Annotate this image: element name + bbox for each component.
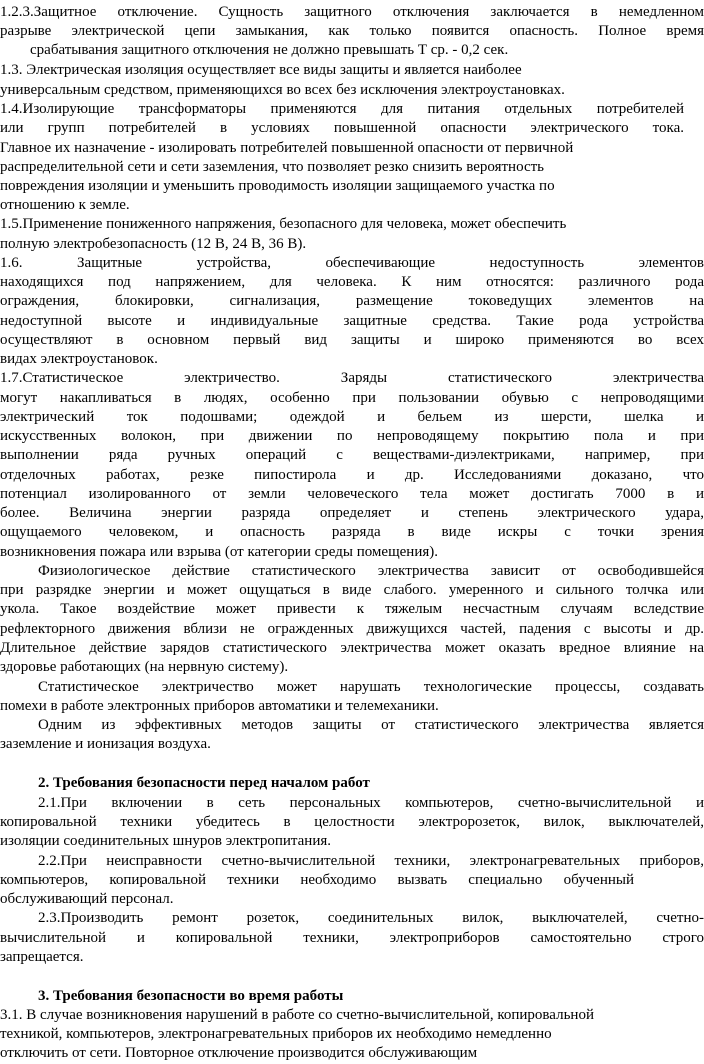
text-line: разрыве электрической цепи замыкания, как только появится опасность. Полное время — [0, 23, 704, 39]
text-line: ощущаемого человеком, и опасность разряда в виде искры с точки зрения — [0, 524, 704, 540]
text-line: более. Величина энергии разряда определяет и степень электрического удара, — [0, 505, 704, 521]
text-line: техникой, компьютеров, электронагревательных приборов их необходимо немедленно — [0, 1026, 552, 1042]
text-line: при разрядке энергии и может ощущаться в виде слабого. умеренного и сильного толчка или — [0, 582, 704, 598]
text-line: видах электроустановок. — [0, 351, 158, 367]
text-line: заземление и ионизация воздуха. — [0, 736, 211, 752]
text-line: 3.1. В случае возникновения нарушений в работе со счетно-вычислительной, копировальной — [0, 1007, 594, 1023]
text-line: находящихся под напряжением, для человека. К ним относятся: различного рода — [0, 274, 704, 290]
text-line: или групп потребителей в условиях повышенной опасности электрического тока. — [0, 120, 684, 136]
text-line: 1.2.3.Защитное отключение. Сущность защитного отключения заключается в немедленном — [0, 4, 704, 20]
text-line: распределительной сети и сети заземления, что позволяет резко снизить вероятность — [0, 159, 545, 175]
text-line: 1.4.Изолирующие трансформаторы применяются для питания отдельных потребителей — [0, 101, 684, 117]
text-line: обслуживающий персонал. — [0, 891, 174, 907]
text-line: Главное их назначение - изолировать потребителей повышенной опасности от первичной — [0, 140, 574, 156]
text-line: изоляции соединительных шнуров электропитания. — [0, 833, 331, 849]
text-line: искусственных волокон, при движении по непроводящему покрытию пола и при — [0, 428, 704, 444]
text-line: 1.5.Применение пониженного напряжения, безопасного для человека, может обеспечить — [0, 216, 567, 232]
text-line: вычислительной и копировальной техники, электроприборов самостоятельно строго — [0, 930, 704, 946]
text-line: рефлекторного движения вблизи не огражденных движущихся частей, падения с высоты и др. — [0, 621, 704, 637]
text-line: потенциал изолированного от земли человеческого тела может достигать 7000 в и — [0, 486, 704, 502]
text-line: компьютеров, копировальной техники необходимо вызвать специально обученный — [0, 872, 634, 888]
text-line: Длительное действие зарядов статистического электричества может оказать вредное влияние на — [0, 640, 704, 656]
text-line: срабатывания защитного отключения не должно превышать Т ср. - 0,2 сек. — [30, 42, 509, 58]
text-line: отключить от сети. Повторное отключение производится обслуживающим — [0, 1045, 478, 1061]
text-line: Одним из эффективных методов защиты от статистического электричества является — [38, 717, 704, 733]
text-line: полную электробезопасность (12 В, 24 В, 36 В). — [0, 236, 307, 252]
text-line: 1.6. Защитные устройства, обеспечивающие недоступность элементов — [0, 255, 704, 271]
text-line: Физиологическое действие статистического электричества зависит от освободившейся — [38, 563, 704, 579]
text-line: ограждения, блокировки, сигнализация, размещение токоведущих элементов на — [0, 293, 704, 309]
text-line: Статистическое электричество может нарушать технологические процессы, создавать — [38, 679, 704, 695]
text-line: отношению к земле. — [0, 197, 130, 213]
section-heading: 3. Требования безопасности во время работы — [38, 988, 344, 1004]
text-line: помехи в работе электронных приборов автоматики и телемеханики. — [0, 698, 439, 714]
text-line: запрещается. — [0, 949, 84, 965]
text-line: универсальным средством, применяющихся во всех без исключения электроустановках. — [0, 82, 565, 98]
section-heading: 2. Требования безопасности перед началом работ — [38, 775, 370, 791]
text-line: 2.3.Производить ремонт розеток, соединительных вилок, выключателей, счетно- — [38, 910, 704, 926]
text-line: могут накапливаться в людях, особенно при пользовании обувью с непроводящими — [0, 390, 704, 406]
text-line: копировальной техники убедитесь в целостности электророзеток, вилок, выключателей, — [0, 814, 704, 830]
text-line: 2.1.При включении в сеть персональных компьютеров, счетно-вычислительной и — [38, 795, 704, 811]
text-line: 1.7.Статистическое электричество. Заряды статистического электричества — [0, 370, 704, 386]
text-line: 1.3. Электрическая изоляция осуществляет все виды защиты и является наиболее — [0, 62, 522, 78]
text-line: повреждения изоляции и уменьшить проводимость изоляции защищаемого участка по — [0, 178, 555, 194]
text-line: осуществляют в основном первый вид защиты и широко применяются во всех — [0, 332, 704, 348]
text-line: отделочных работах, резке пипостирола и др. Исследованиями доказано, что — [0, 467, 704, 483]
text-line: электрический ток подошвами; одеждой и бельем из шерсти, шелка и — [0, 409, 704, 425]
text-line: возникновения пожара или взрыва (от категории среды помещения). — [0, 544, 438, 560]
text-line: выполнении ряда ручных операций с веществами-диэлектриками, например, при — [0, 447, 704, 463]
text-line: 2.2.При неисправности счетно-вычислительной техники, электронагревательных приборов, — [38, 853, 704, 869]
text-line: укола. Такое воздействие может привести к тяжелым несчастным случаям вследствие — [0, 601, 704, 617]
text-line: недоступной высоте и индивидуальные защитные средства. Такие рода устройства — [0, 313, 704, 329]
text-line: здоровье работающих (на нервную систему). — [0, 659, 289, 675]
